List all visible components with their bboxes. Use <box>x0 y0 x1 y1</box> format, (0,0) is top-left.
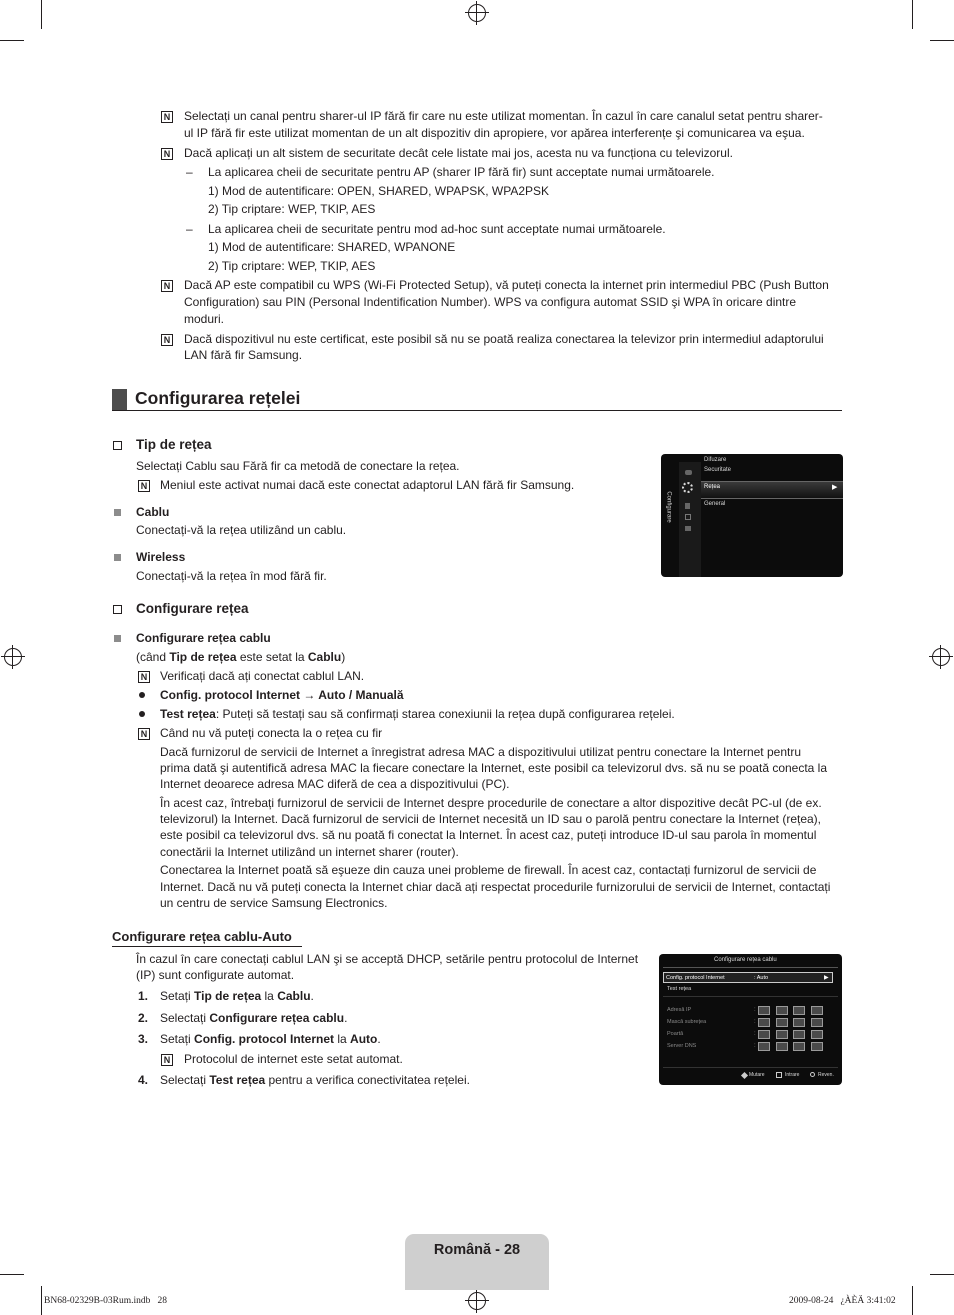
tv-icon <box>685 470 692 475</box>
step-number: 4. <box>138 1073 149 1087</box>
para-line: este posibil ca televizorul dvs. să nu poată fi conectat la Internet. În acest caz, puteți introduce ID-ul sau parola în momentul <box>160 828 817 842</box>
ip-octet-box <box>793 1030 805 1039</box>
body-text: Conectați-vă la rețea în mod fără fir. <box>136 569 327 583</box>
tv-icon <box>685 503 690 509</box>
move-icon <box>741 1072 748 1079</box>
tv-colon: : <box>754 1031 756 1037</box>
ip-octet-box <box>811 1006 823 1015</box>
ip-octet-box <box>758 1030 770 1039</box>
section-title-rule <box>112 410 842 411</box>
tv-colon: : <box>754 1007 756 1013</box>
ip-octet-box <box>793 1006 805 1015</box>
enter-icon <box>776 1072 782 1078</box>
heading-underline <box>112 946 302 947</box>
note-text: Verificați dacă ați conectat cablul LAN. <box>160 669 365 683</box>
step-text: Selectați Configurare rețea cablu. <box>160 1011 348 1025</box>
note-text: Selectați un canal pentru sharer-ul IP fără fir care nu este utilizat momentan. În cazul în care canalul setat pentru sharer- <box>184 109 823 123</box>
tv-divider <box>663 967 838 968</box>
note-text: Când nu vă puteți conecta la o rețea cu fir <box>160 726 383 740</box>
note-text: 1) Mod de autentificare: SHARED, WPANONE <box>208 240 456 254</box>
ip-octet-box <box>776 1006 788 1015</box>
note-icon <box>161 148 173 160</box>
note-text: Dacă dispozitivul nu este certificat, este posibil să nu se poată realiza conectarea la televizor prin intermediul adaptorului <box>184 332 824 346</box>
note-icon <box>138 728 150 740</box>
tv-menu-item: Rețea <box>704 484 721 490</box>
ip-octet-box <box>776 1030 788 1039</box>
tv-menu-arrow-icon: ▶ <box>832 484 838 491</box>
tv-colon: : <box>754 1043 756 1049</box>
return-icon <box>810 1072 815 1077</box>
tv-field-label: Adresă IP <box>667 1007 692 1013</box>
note-text: La aplicarea cheii de securitate pentru mod ad-hoc sunt acceptate numai următoarele. <box>208 222 666 236</box>
square-bullet-icon <box>114 509 121 516</box>
item-title: Cablu <box>136 505 170 519</box>
crop-mark <box>912 0 913 29</box>
para-line: prima dată şi autentifică adresa MAC la fiecare conectare la Internet, este posibil ca televizorul dvs. să nu se poată conecta la <box>160 761 828 775</box>
checkbox-bullet-icon <box>113 605 122 614</box>
tv-footer-hint: Intrare <box>785 1072 800 1078</box>
step-text: Setați Config. protocol Internet la Auto. <box>160 1032 381 1046</box>
tv-menu-screenshot <box>661 454 843 577</box>
ip-octet-box <box>811 1042 823 1051</box>
ip-octet-box <box>811 1030 823 1039</box>
body-text: Selectați Cablu sau Fără fir ca metodă de conectare la rețea. <box>136 459 460 473</box>
subheading: Configurare rețea <box>136 601 249 616</box>
tv-icon <box>685 514 691 520</box>
note-text: Dacă AP este compatibil cu WPS (Wi-Fi Protected Setup), vă puteți conecta la internet prin intermediul PBC (Push Button <box>184 278 829 292</box>
note-text: Meniul este activat numai dacă este conectat adaptorul LAN fără fir Samsung. <box>160 478 575 492</box>
registration-mark-icon <box>468 4 486 22</box>
subheading-underlined: Configurare rețea cablu-Auto <box>112 929 292 944</box>
note-icon <box>161 334 173 346</box>
tv-divider <box>663 1067 838 1068</box>
note-text: 2) Tip criptare: WEP, TKIP, AES <box>208 259 376 273</box>
crop-mark <box>41 1286 42 1315</box>
tv-field-label: Poartă <box>667 1031 684 1037</box>
tv-row-label: Config. protocol Internet <box>666 975 725 981</box>
note-text: La aplicarea cheii de securitate pentru AP (sharer IP fără fir) sunt acceptate numai următoarele. <box>208 165 715 179</box>
section-title: Configurarea rețelei <box>135 388 301 408</box>
subheading: Tip de rețea <box>136 437 212 452</box>
note-icon <box>138 671 150 683</box>
para-line: Conectarea la Internet poată să eşueze din cauza unei probleme de firewall. În acest caz, contactați furnizorul de servicii de <box>160 863 817 877</box>
tv-row-label: Test rețea <box>667 986 692 992</box>
tv-menu-highlight <box>701 481 843 499</box>
note-text: Configuration) sau PIN (Personal Indentification Number). WPS va configura automat SSID şi WPA în oricare dintre <box>184 295 797 309</box>
crop-mark <box>0 40 24 41</box>
note-text: LAN fără fir Samsung. <box>184 348 303 362</box>
print-file-info: BN68-02329B-03Rum.indb 28 <box>44 1296 167 1306</box>
bullet-text: Test rețea: Puteți să testați sau să confirmați starea conexiunii la rețea după configurarea rețelei. <box>160 707 675 721</box>
registration-mark-icon <box>932 648 950 666</box>
para-line: conectării la Internet utilizând un internet sharer (router). <box>160 845 459 859</box>
ip-octet-box <box>811 1018 823 1027</box>
body-text: În cazul în care conectați cablul LAN şi se acceptă DHCP, setările pentru protocolul de Internet <box>136 952 639 966</box>
tv-colon: : <box>754 1019 756 1025</box>
para-line: un centru de service Samsung Electronics. <box>160 896 388 910</box>
crop-mark <box>930 40 954 41</box>
tv-icon <box>685 526 691 531</box>
crop-mark <box>930 1274 954 1275</box>
note-icon <box>161 111 173 123</box>
note-icon <box>161 1054 173 1066</box>
note-text: Dacă aplicați un alt sistem de securitate decât cele listate mai jos, acesta nu va funcționa cu televizorul. <box>184 146 733 160</box>
tv-menu-arrow-icon: ▶ <box>824 975 829 981</box>
tv-menu-item: Difuzare <box>704 457 727 463</box>
crop-mark <box>0 1274 24 1275</box>
tv-footer-hint: Reven. <box>818 1072 834 1078</box>
crop-mark <box>41 0 42 29</box>
bullet-text: Config. protocol Internet → Auto / Manuală <box>160 688 404 702</box>
print-date-info: 2009-08-24 ¿ÀÈÄ 3:41:02 <box>789 1296 896 1306</box>
tv-field-label: Server DNS <box>667 1043 697 1049</box>
tv-network-setup-screenshot <box>659 954 842 1085</box>
tv-side-label: Configurare <box>665 491 672 523</box>
page-number: Română - 28 <box>433 1242 521 1258</box>
para-line: Internet deoarece adresa MAC diferă de cea a dispozitivului (PC). <box>160 777 510 791</box>
note-text: 2) Tip criptare: WEP, TKIP, AES <box>208 202 376 216</box>
section-title-bar <box>112 389 127 410</box>
item-title: Configurare rețea cablu <box>136 631 271 645</box>
tv-row-value: : Auto <box>754 975 769 981</box>
note-text: Protocolul de internet este setat automat. <box>184 1052 403 1066</box>
ip-octet-box <box>776 1042 788 1051</box>
body-text: (IP) sunt configurate automat. <box>136 968 295 982</box>
round-bullet-icon <box>139 692 145 698</box>
note-icon <box>138 480 150 492</box>
registration-mark-icon <box>468 1292 486 1310</box>
ip-octet-box <box>793 1042 805 1051</box>
ip-octet-box <box>776 1018 788 1027</box>
note-text: moduri. <box>184 312 225 326</box>
para-line: televizorul) la Internet. Dacă furnizorul de servicii de Internet necesită un ID sau o parolă pentru conectare la Internet (rețea), <box>160 812 822 826</box>
step-text: Setați Tip de rețea la Cablu. <box>160 989 314 1003</box>
tv-divider <box>663 996 838 997</box>
registration-mark-icon <box>4 648 22 666</box>
ip-octet-box <box>793 1018 805 1027</box>
tv-menu-item: Securitate <box>704 467 732 473</box>
square-bullet-icon <box>114 554 121 561</box>
body-text: (când Tip de rețea este setat la Cablu) <box>136 650 346 664</box>
checkbox-bullet-icon <box>113 441 122 450</box>
tv-menu-item: General <box>704 501 726 507</box>
crop-mark <box>912 1286 913 1315</box>
tv-screen-title: Configurare rețea cablu <box>714 957 777 963</box>
ip-octet-box <box>758 1042 770 1051</box>
note-text: ul IP fără fir este utilizat momentan de un alt dispozitiv din apropiere, vor apărea interferențe şi comunicarea va eşua. <box>184 126 805 140</box>
gear-icon <box>682 482 693 493</box>
para-line: Dacă furnizorul de servicii de Internet a înregistrat adresa MAC a dispozitivului utilizat pentru conectare la Internet pentru <box>160 745 801 759</box>
note-icon <box>161 280 173 292</box>
square-bullet-icon <box>114 635 121 642</box>
item-title: Wireless <box>136 550 186 564</box>
dash: – <box>186 165 193 179</box>
step-text: Selectați Test rețea pentru a verifica conectivitatea rețelei. <box>160 1073 470 1087</box>
para-line: În acest caz, întrebați furnizorul de servicii de Internet despre procedurile de conectare a altor dispozitive decât PC-ul (de ex. <box>160 796 822 810</box>
ip-octet-box <box>758 1006 770 1015</box>
ip-octet-box <box>758 1018 770 1027</box>
step-number: 1. <box>138 989 149 1003</box>
note-text: 1) Mod de autentificare: OPEN, SHARED, WPAPSK, WPA2PSK <box>208 184 550 198</box>
tv-field-label: Mască subrețea <box>667 1019 707 1025</box>
para-line: Internet. Dacă nu vă puteți conecta la Internet chiar dacă ați respectat procedurile furnizorului de servicii de Internet, contactați <box>160 880 831 894</box>
dash: – <box>186 222 193 236</box>
round-bullet-icon <box>139 711 145 717</box>
tv-footer-hint: Mutare <box>749 1072 765 1078</box>
step-number: 3. <box>138 1032 149 1046</box>
step-number: 2. <box>138 1011 149 1025</box>
body-text: Conectați-vă la rețea utilizând un cablu. <box>136 523 347 537</box>
